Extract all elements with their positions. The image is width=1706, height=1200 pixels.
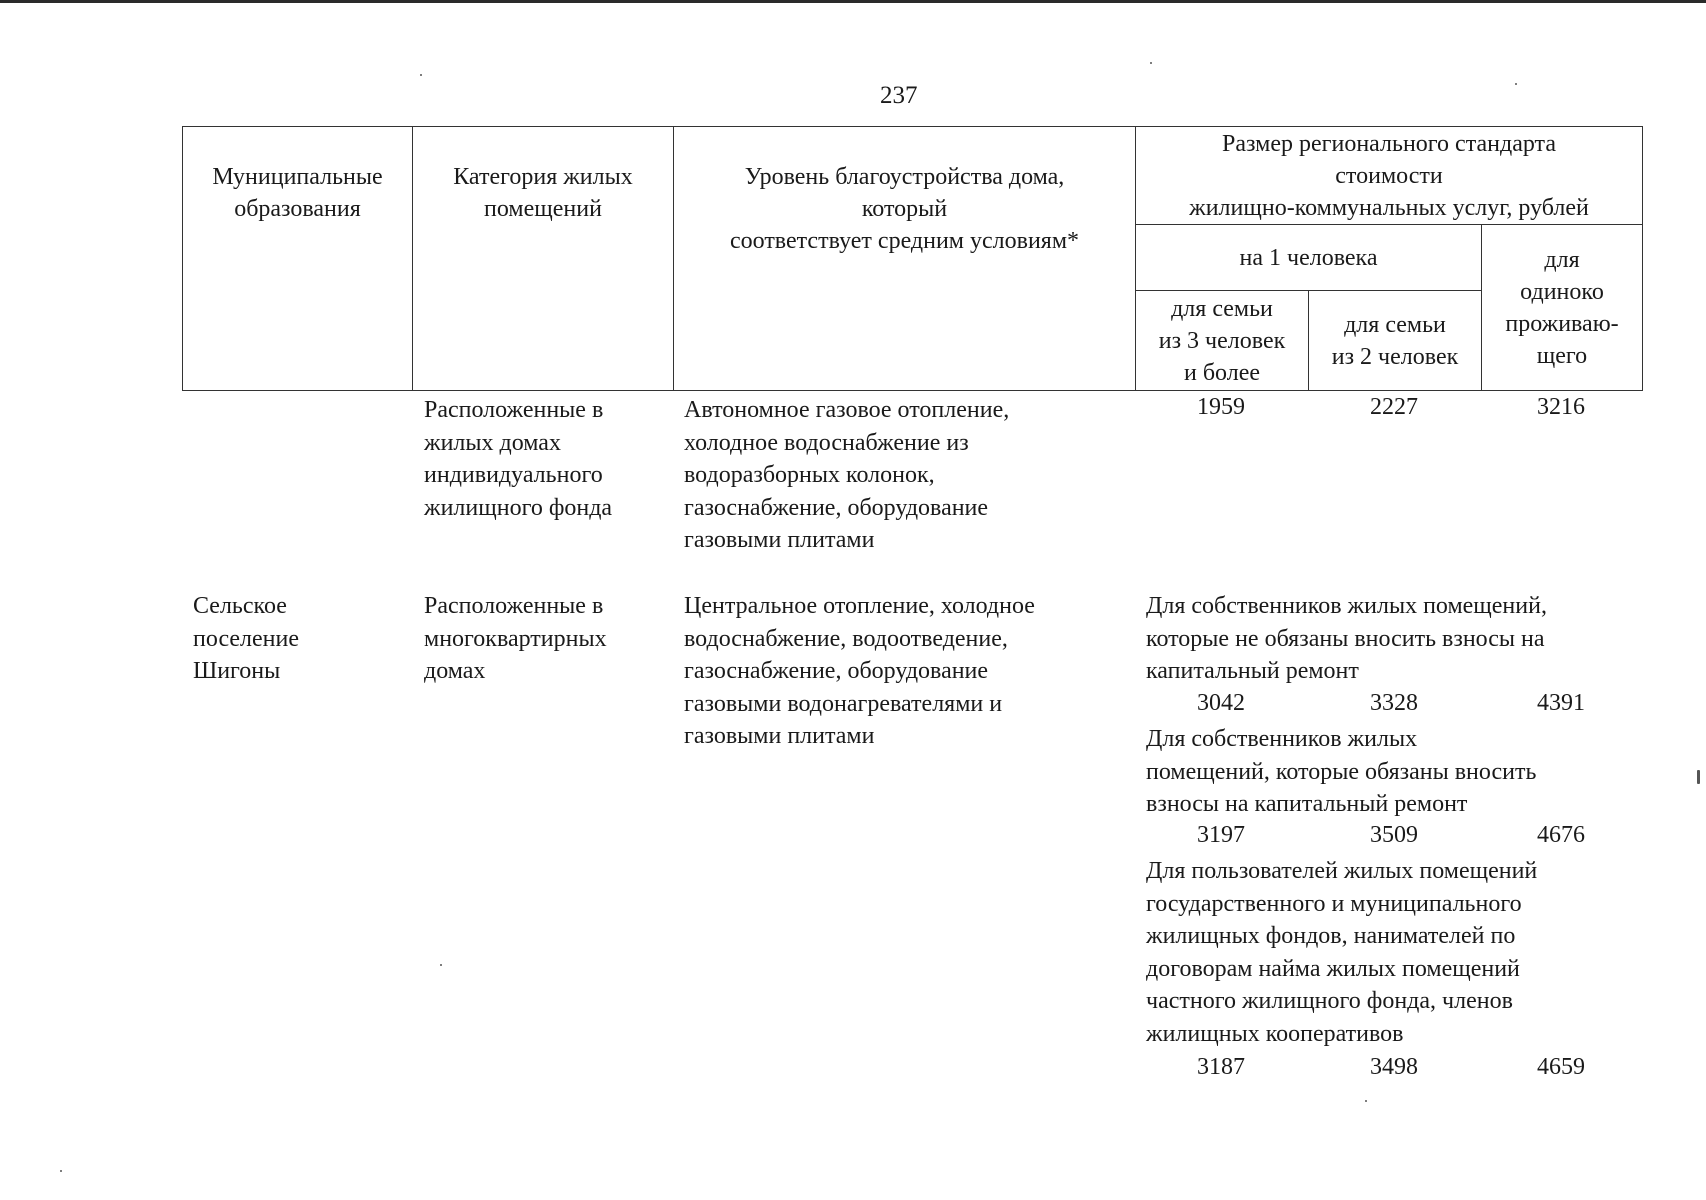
header-family-3: для семьи из 3 человек и более	[1136, 291, 1309, 391]
scan-speck	[1515, 83, 1517, 85]
header-per-person: на 1 человека	[1136, 225, 1482, 291]
row1-value-family3: 1959	[1197, 394, 1245, 420]
scan-speck	[1697, 770, 1700, 784]
group2-value-single: 4676	[1537, 822, 1585, 848]
group3-value-family2: 3498	[1370, 1054, 1418, 1080]
header-municipalities: Муниципальные образования	[183, 127, 413, 391]
header-single-resident: для одиноко проживаю- щего	[1482, 225, 1643, 391]
scan-speck	[1365, 1100, 1367, 1102]
scan-speck	[60, 1170, 62, 1172]
row1-category: Расположенные в жилых домах индивидуального жилищного фонда	[424, 397, 613, 521]
group3-label: Для пользователей жилых помещений государственного и муниципального жилищных фондов, нанимателей по договорам найма жилых помещений частного жилищного фонда, членов жилищных кооперативов	[1146, 858, 1538, 1047]
group2-label: Для собственников жилых помещений, которые обязаны вносить взносы на капитальный ремонт	[1146, 726, 1537, 817]
row2-level: Центральное отопление, холодное водоснабжение, водоотведение, газоснабжение, оборудование газовыми водонагревателями и газовыми плитами	[684, 593, 1035, 749]
group2-value-family3: 3197	[1197, 822, 1245, 848]
scan-speck	[440, 964, 442, 966]
group1-value-family3: 3042	[1197, 690, 1245, 716]
group1-value-single: 4391	[1537, 690, 1585, 716]
scan-speck	[420, 74, 422, 76]
header-table	[182, 126, 1643, 391]
row1-value-family2: 2227	[1370, 394, 1418, 420]
group1-label: Для собственников жилых помещений, которые не обязаны вносить взносы на капитальный ремонт	[1146, 593, 1547, 684]
row1-value-single: 3216	[1537, 394, 1585, 420]
row2-municipality: Сельское поселение Шигоны	[193, 593, 300, 684]
scan-speck	[1150, 62, 1152, 64]
group3-value-single: 4659	[1537, 1054, 1585, 1080]
header-standard-size: Размер регионального стандарта стоимости жилищно-коммунальных услуг, рублей	[1136, 127, 1643, 225]
row2-category: Расположенные в многоквартирных домах	[424, 593, 607, 684]
header-category: Категория жилых помещений	[413, 127, 674, 391]
group2-value-family2: 3509	[1370, 822, 1418, 848]
scan-edge-line	[0, 0, 1706, 3]
group1-value-family2: 3328	[1370, 690, 1418, 716]
group3-value-family3: 3187	[1197, 1054, 1245, 1080]
page-number: 237	[880, 82, 918, 109]
row1-level: Автономное газовое отопление, холодное водоснабжение из водоразборных колонок, газоснабжение, оборудование газовыми плитами	[684, 397, 1010, 553]
header-family-2: для семьи из 2 человек	[1309, 291, 1482, 391]
header-level: Уровень благоустройства дома, который соответствует средним условиям*	[674, 127, 1136, 391]
